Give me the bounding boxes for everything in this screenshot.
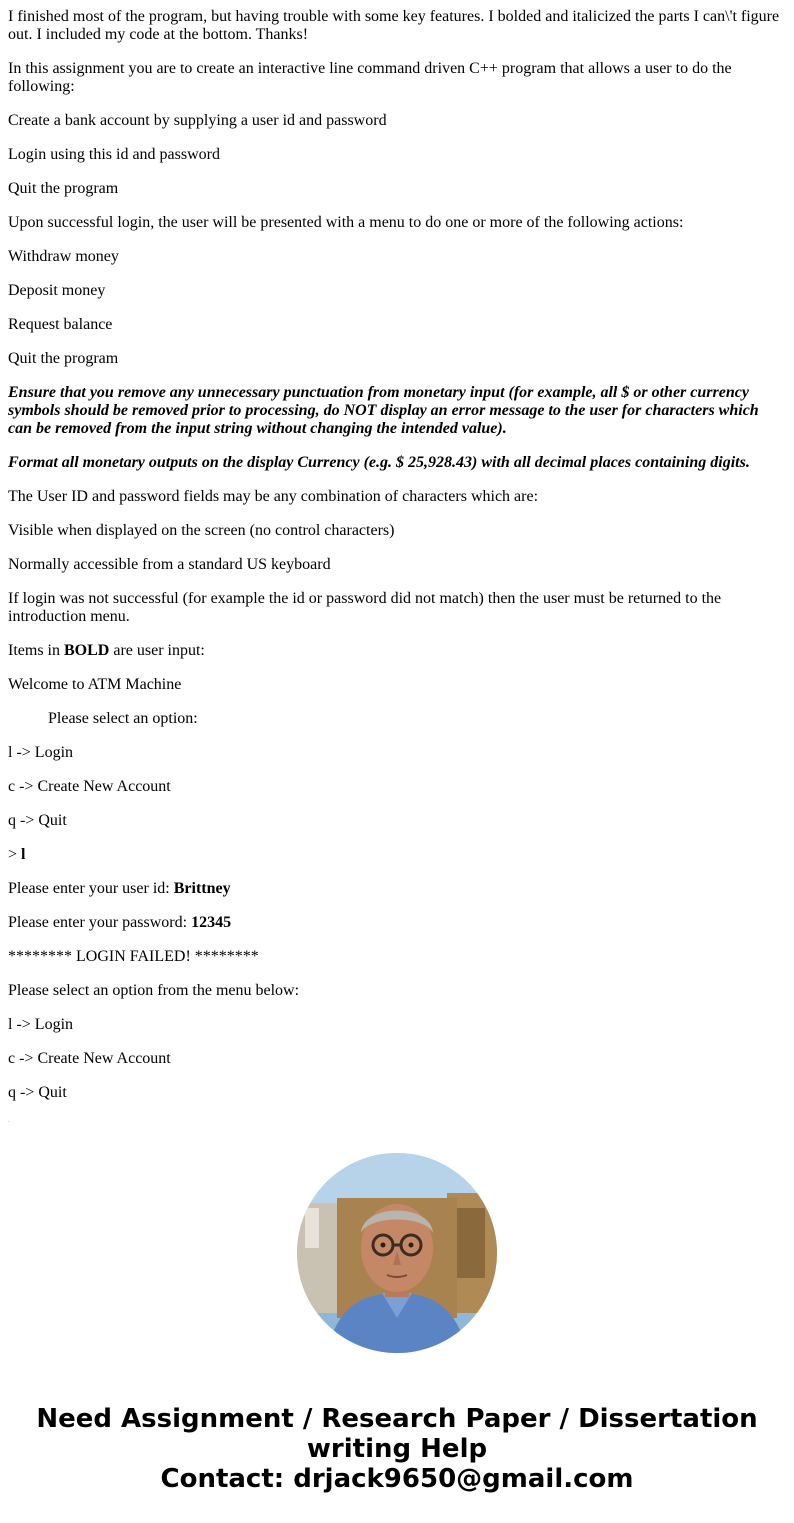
session-option: l -> Login bbox=[8, 744, 74, 761]
intro-paragraph: I finished most of the program, but having trouble with some key features. I bolded and italicized the parts I can\'t figure out. I included my code at the bottom. Thanks! bbox=[8, 8, 780, 43]
menu-action-item: Request balance bbox=[8, 316, 113, 333]
fields-rule-item: Normally accessible from a standard US keyboard bbox=[8, 556, 331, 573]
emphasis-paragraph: Format all monetary outputs on the display Currency (e.g. $ 25,928.43) with all decimal places containing digits. bbox=[8, 454, 750, 471]
promo-line-1: Need Assignment / Research Paper / Dissertation bbox=[36, 1404, 758, 1434]
promo-line-2: writing Help bbox=[306, 1434, 488, 1464]
promo-banner bbox=[0, 1404, 794, 1494]
session-login-failed: ******** LOGIN FAILED! ******** bbox=[8, 948, 259, 965]
session-userid-value: Brittney bbox=[173, 880, 231, 897]
menu-action-item: Deposit money bbox=[8, 282, 106, 299]
session-prompt-line bbox=[8, 846, 786, 864]
bold-note-prefix: Items in bbox=[8, 642, 64, 659]
session-welcome: Welcome to ATM Machine bbox=[8, 676, 182, 693]
session-password-line bbox=[8, 914, 786, 932]
session-option: q -> Quit bbox=[8, 1084, 67, 1101]
menu-intro-paragraph: Upon successful login, the user will be presented with a menu to do one or more of the following actions: bbox=[8, 214, 684, 231]
action-item: Create a bank account by supplying a user id and password bbox=[8, 112, 387, 129]
action-item: Login using this id and password bbox=[8, 146, 220, 163]
session-password-value: 12345 bbox=[191, 914, 232, 931]
emphasis-paragraph: Ensure that you remove any unnecessary punctuation from monetary input (for example, all $ or other currency symbols should be removed prior to processing, do NOT display an error message to the user for characters which can be removed from the input string without changing the intended value). bbox=[8, 384, 759, 437]
session-prompt: > bbox=[8, 846, 22, 863]
bold-note-bold: BOLD bbox=[64, 642, 110, 659]
session-select-prompt: Please select an option: bbox=[48, 710, 198, 727]
session-input-option: l bbox=[21, 846, 26, 863]
session-select-again: Please select an option from the menu below: bbox=[8, 982, 300, 999]
session-password-label: Please enter your password: bbox=[8, 914, 192, 931]
action-item: Quit the program bbox=[8, 180, 119, 197]
menu-action-item: Quit the program bbox=[8, 350, 119, 367]
session-option: q -> Quit bbox=[8, 812, 67, 829]
menu-action-item: Withdraw money bbox=[8, 248, 119, 265]
trailing-dot: . bbox=[8, 1118, 10, 1124]
session-option: c -> Create New Account bbox=[8, 1050, 171, 1067]
fields-rule-item: Visible when displayed on the screen (no control characters) bbox=[8, 522, 395, 539]
bold-note bbox=[8, 642, 786, 660]
session-option: c -> Create New Account bbox=[8, 778, 171, 795]
promo-contact: Contact: drjack9650@gmail.com bbox=[160, 1464, 634, 1494]
session-option: l -> Login bbox=[8, 1016, 74, 1033]
session-userid-label: Please enter your user id: bbox=[8, 880, 174, 897]
login-fail-note: If login was not successful (for example the id or password did not match) then the user must be returned to the introduction menu. bbox=[8, 590, 722, 625]
bold-note-suffix: are user input: bbox=[109, 642, 205, 659]
fields-intro-paragraph: The User ID and password fields may be any combination of characters which are: bbox=[8, 488, 539, 505]
author-avatar bbox=[297, 1153, 497, 1353]
session-userid-line bbox=[8, 880, 786, 898]
author-photo bbox=[297, 1153, 497, 1353]
assignment-paragraph: In this assignment you are to create an interactive line command driven C++ program that allows a user to do the following: bbox=[8, 60, 732, 95]
